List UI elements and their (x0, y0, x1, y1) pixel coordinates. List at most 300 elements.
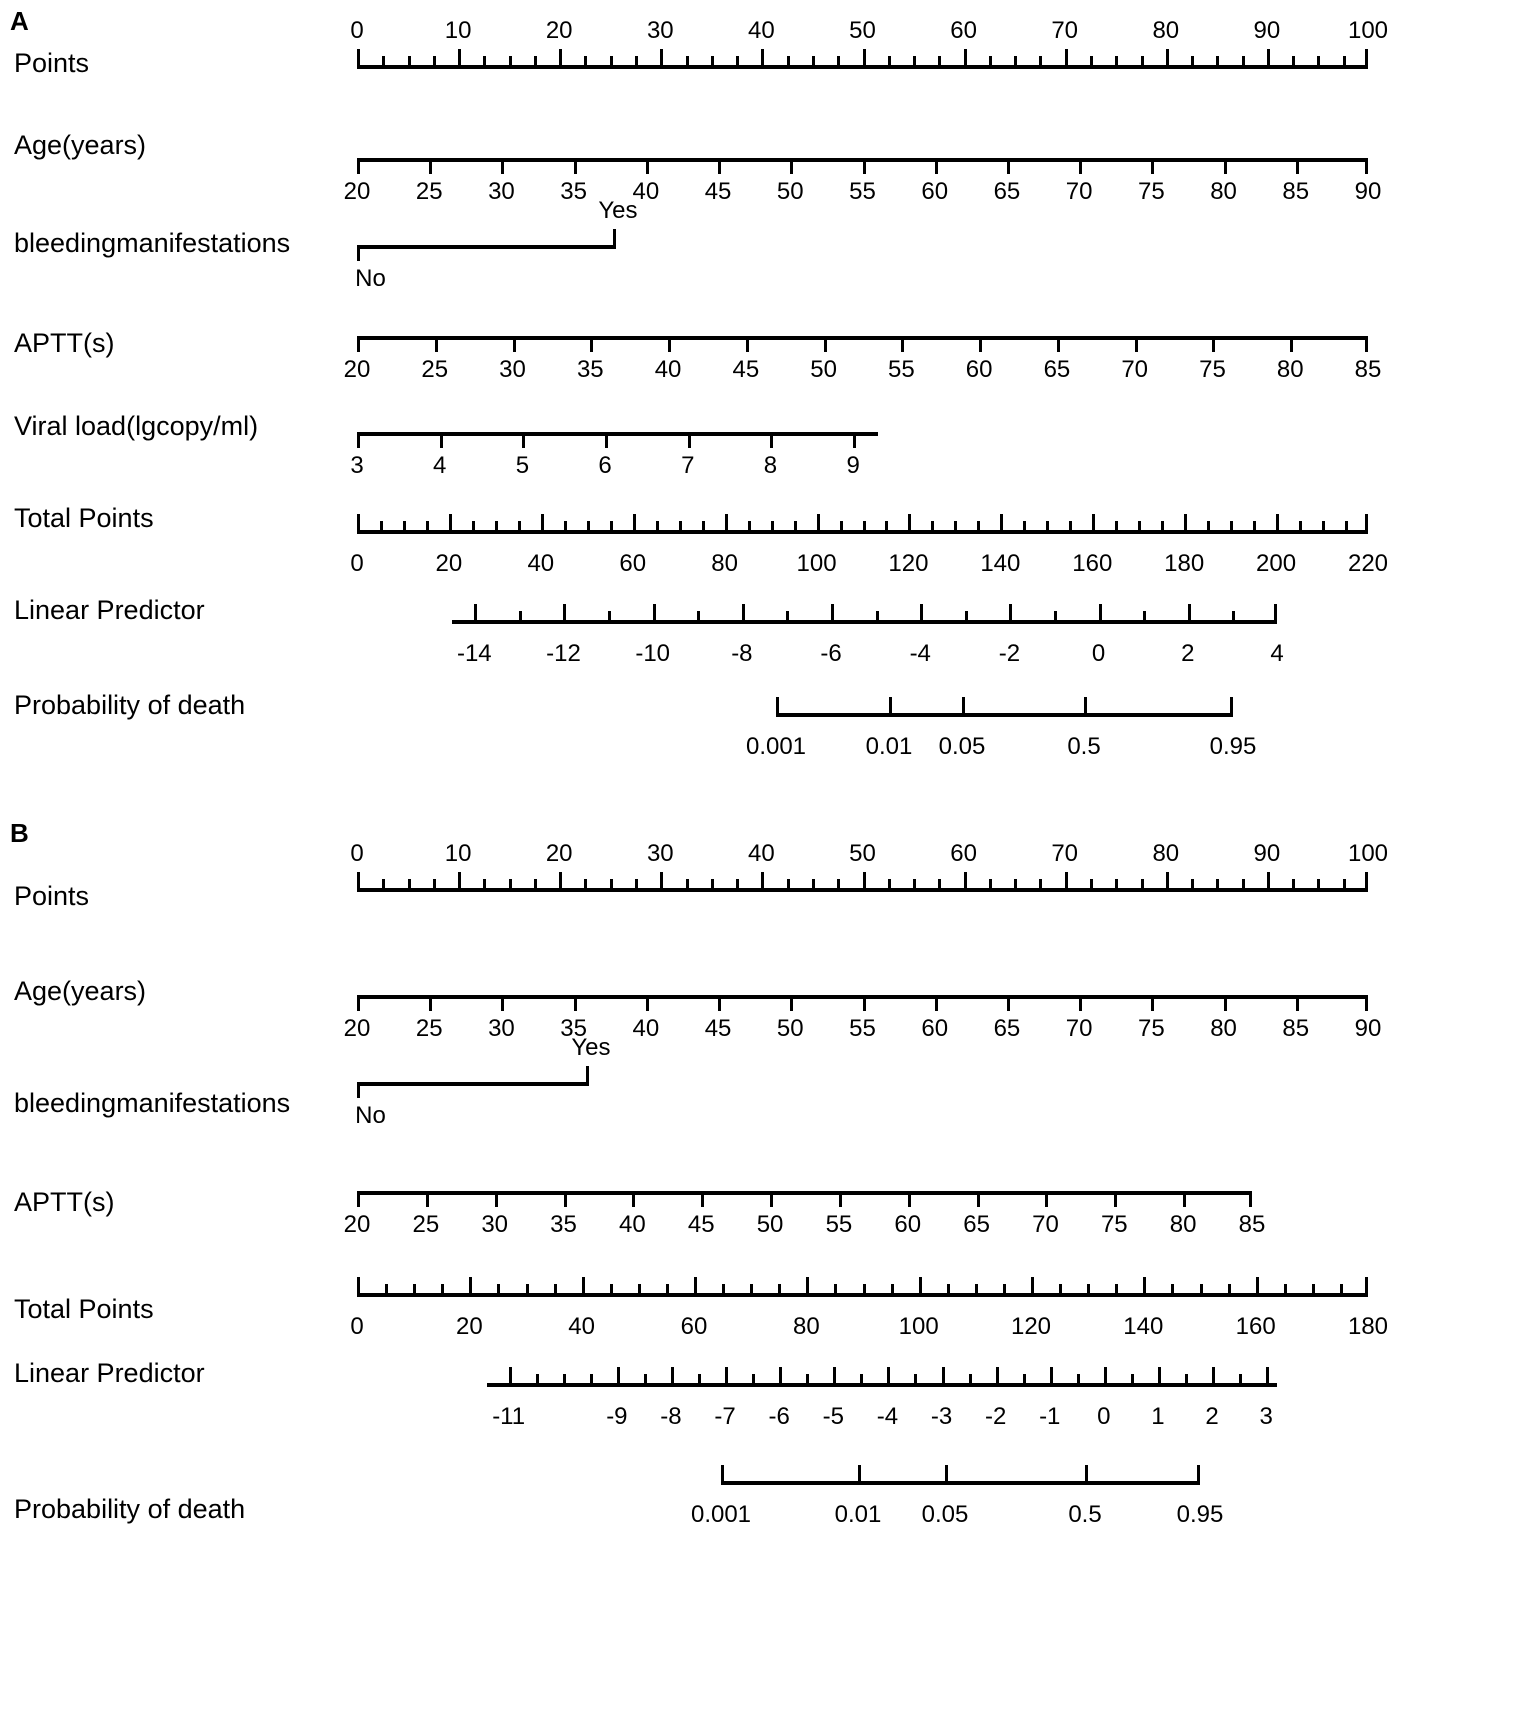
tick-label-55: 55 (825, 1211, 853, 1238)
tick-minor (483, 879, 486, 888)
tick-label--10: -10 (635, 640, 671, 667)
tick-minor (413, 1284, 416, 1293)
tick-label-50: 50 (810, 356, 837, 383)
tick-label--14: -14 (456, 640, 492, 667)
tick-40 (761, 49, 764, 65)
axis-line-viral-load (357, 432, 878, 436)
tick-100 (817, 514, 820, 530)
tick-label-35: 35 (550, 1211, 577, 1238)
tick-20 (559, 872, 562, 888)
tick-label-60: 60 (680, 1313, 708, 1340)
tick-55 (839, 1191, 842, 1207)
tick-0 (357, 872, 360, 888)
tick-minor (837, 56, 840, 65)
tick-label-55: 55 (849, 178, 876, 205)
tick-minor (509, 56, 512, 65)
tick-minor (536, 1374, 539, 1383)
tick-180 (1184, 514, 1187, 530)
tick-minor (938, 879, 941, 888)
tick-label--12: -12 (546, 640, 581, 667)
axis-line-linear-predictor (487, 1383, 1277, 1387)
tick-0.95 (1197, 1465, 1200, 1481)
tick-label--7: -7 (714, 1403, 736, 1430)
tick-30 (660, 872, 663, 888)
tick-label-120: 120 (888, 550, 929, 577)
tick-90 (1365, 995, 1368, 1011)
tick-30 (501, 158, 504, 174)
axis-line-probability-of-death (721, 1481, 1200, 1485)
row-label-A-aptt-s: APTT(s) (14, 328, 115, 358)
tick-minor (914, 1374, 917, 1383)
tick-minor (750, 1284, 753, 1293)
tick-label-120: 120 (1010, 1313, 1052, 1340)
tick-label-0.95: 0.95 (1176, 1501, 1224, 1528)
tick-label-yes: Yes (598, 197, 638, 224)
tick-minor (1087, 1284, 1090, 1293)
tick-minor (1003, 1284, 1006, 1293)
tick-label--2: -2 (998, 640, 1021, 667)
tick-minor (610, 879, 613, 888)
tick-label-140: 140 (1123, 1313, 1164, 1340)
axis-line-aptt-s (357, 1191, 1252, 1195)
tick-label-80: 80 (1152, 840, 1180, 867)
tick-minor (722, 1284, 725, 1293)
tick-minor (812, 879, 815, 888)
tick-minor (408, 56, 411, 65)
tick-minor (876, 611, 879, 620)
tick-minor (1143, 611, 1146, 620)
row-label-A-points: Points (14, 48, 90, 78)
tick-80 (1224, 158, 1227, 174)
tick-50 (863, 872, 866, 888)
tick-label-140: 140 (980, 550, 1021, 577)
tick-60 (935, 995, 938, 1011)
tick-minor (1090, 879, 1093, 888)
tick-label-0: 0 (350, 840, 364, 867)
tick-minor (666, 1284, 669, 1293)
tick-0.05 (945, 1465, 948, 1481)
tick-40 (668, 336, 671, 352)
tick-label-4: 4 (433, 452, 447, 479)
tick-45 (718, 995, 721, 1011)
tick-label-50: 50 (849, 17, 876, 44)
tick-minor (382, 56, 385, 65)
tick-label-0.01: 0.01 (865, 733, 913, 760)
tick-minor (584, 56, 587, 65)
tick-label-20: 20 (343, 1015, 371, 1042)
tick--2 (1009, 604, 1012, 620)
tick-minor (426, 521, 429, 530)
tick-minor (698, 1374, 701, 1383)
tick-minor (679, 521, 682, 530)
tick-4 (440, 432, 443, 448)
tick-label-7: 7 (681, 452, 695, 479)
tick-minor (736, 56, 739, 65)
tick-0.5 (1084, 697, 1087, 713)
axis-line-points (357, 888, 1368, 892)
tick-minor (408, 879, 411, 888)
row-label-A-age-years: Age(years) (14, 130, 147, 160)
tick-35 (574, 158, 577, 174)
tick-minor (1039, 879, 1042, 888)
tick-85 (1365, 336, 1368, 352)
tick-minor (1292, 56, 1295, 65)
tick-label-45: 45 (687, 1211, 715, 1238)
tick-minor (965, 611, 968, 620)
tick-45 (701, 1191, 704, 1207)
tick-55 (863, 995, 866, 1011)
tick-label-0: 0 (1091, 640, 1106, 667)
tick-200 (1276, 514, 1279, 530)
tick-minor (711, 879, 714, 888)
tick-label-10: 10 (444, 840, 472, 867)
tick-160 (1256, 1277, 1259, 1293)
tick-label-30: 30 (499, 356, 526, 383)
tick-minor (590, 1374, 593, 1383)
tick-label-200: 200 (1256, 550, 1297, 577)
tick-100 (919, 1277, 922, 1293)
tick-label-45: 45 (704, 1015, 732, 1042)
row-label-B-total-points: Total Points (14, 1294, 154, 1324)
tick-50 (824, 336, 827, 352)
tick-label-20: 20 (435, 550, 463, 577)
row-label-B-linear-predictor: Linear Predictor (14, 1358, 205, 1388)
tick-40 (582, 1277, 585, 1293)
tick-label-100: 100 (796, 550, 837, 577)
tick-minor (1312, 1284, 1315, 1293)
tick-0 (1104, 1367, 1107, 1383)
tick-minor (969, 1374, 972, 1383)
tick-no (357, 1082, 360, 1098)
tick-minor (1141, 879, 1144, 888)
tick-120 (908, 514, 911, 530)
tick-20 (357, 1191, 360, 1207)
tick--12 (563, 604, 566, 620)
tick-label-60: 60 (965, 356, 993, 383)
tick-minor (837, 879, 840, 888)
tick-50 (863, 49, 866, 65)
tick-minor (403, 521, 406, 530)
tick-10 (458, 872, 461, 888)
tick-minor (610, 56, 613, 65)
tick-minor (635, 879, 638, 888)
tick-label-0: 0 (350, 17, 364, 44)
tick-label-0.5: 0.5 (1068, 1501, 1102, 1528)
tick-minor (518, 521, 521, 530)
tick-minor (554, 1284, 557, 1293)
tick-label-65: 65 (993, 1015, 1021, 1042)
tick-minor (863, 521, 866, 530)
tick-label-2: 2 (1181, 640, 1195, 667)
tick-label-100: 100 (1347, 17, 1389, 44)
tick-30 (513, 336, 516, 352)
tick-label-30: 30 (481, 1211, 509, 1238)
tick-label--1: -1 (1039, 1403, 1061, 1430)
tick-minor (1284, 1284, 1287, 1293)
tick-0 (357, 1277, 360, 1293)
tick-20 (449, 514, 452, 530)
tick-minor (1230, 521, 1233, 530)
tick-75 (1151, 995, 1154, 1011)
tick-20 (357, 158, 360, 174)
tick-label--11: -11 (492, 1403, 526, 1430)
tick-minor (610, 521, 613, 530)
tick-70 (1135, 336, 1138, 352)
tick-3 (357, 432, 360, 448)
tick-label--2: -2 (984, 1403, 1007, 1430)
tick-45 (746, 336, 749, 352)
tick-minor (697, 611, 700, 620)
tick-minor (526, 1284, 529, 1293)
tick-0 (357, 514, 360, 530)
tick-0 (1099, 604, 1102, 620)
tick-minor (736, 879, 739, 888)
tick-80 (1290, 336, 1293, 352)
tick-60 (694, 1277, 697, 1293)
tick-minor (433, 56, 436, 65)
tick-2 (1212, 1367, 1215, 1383)
tick-label-85: 85 (1238, 1211, 1266, 1238)
tick-minor (1069, 521, 1072, 530)
tick-90 (1267, 49, 1270, 65)
tick-label-70: 70 (1051, 17, 1079, 44)
tick-label-30: 30 (646, 840, 674, 867)
tick-minor (787, 56, 790, 65)
tick-6 (605, 432, 608, 448)
tick-70 (1065, 49, 1068, 65)
tick-label-no: No (355, 1102, 386, 1129)
tick-minor (1200, 1284, 1203, 1293)
tick--8 (671, 1367, 674, 1383)
tick-25 (426, 1191, 429, 1207)
tick-label--8: -8 (731, 640, 753, 667)
tick-minor (587, 521, 590, 530)
tick-60 (908, 1191, 911, 1207)
tick-label-0.05: 0.05 (921, 1501, 969, 1528)
tick-label-50: 50 (849, 840, 876, 867)
tick-label-20: 20 (545, 840, 573, 867)
tick-minor (1131, 1374, 1134, 1383)
tick-minor (534, 879, 537, 888)
tick-label-55: 55 (888, 356, 915, 383)
row-label-A-linear-predictor: Linear Predictor (14, 595, 205, 625)
tick-80 (806, 1277, 809, 1293)
tick-label-40: 40 (568, 1313, 596, 1340)
tick-100 (1365, 49, 1368, 65)
row-label-B-age-years: Age(years) (14, 976, 147, 1006)
tick-0.5 (1085, 1465, 1088, 1481)
tick-minor (1161, 521, 1164, 530)
tick-minor (1292, 879, 1295, 888)
tick-label-0.5: 0.5 (1067, 733, 1101, 760)
tick-label-1: 1 (1151, 1403, 1165, 1430)
tick-minor (1207, 521, 1210, 530)
tick-minor (794, 521, 797, 530)
tick-label-75: 75 (1100, 1211, 1128, 1238)
tick-label--6: -6 (820, 640, 842, 667)
tick-40 (761, 872, 764, 888)
tick-minor (472, 521, 475, 530)
tick-minor (638, 1284, 641, 1293)
tick-label-40: 40 (654, 356, 682, 383)
axis-line-probability-of-death (776, 713, 1233, 717)
row-label-B-points: Points (14, 881, 90, 911)
tick-label-60: 60 (921, 1015, 949, 1042)
tick-minor (1115, 879, 1118, 888)
tick--4 (920, 604, 923, 620)
tick-label-0.01: 0.01 (834, 1501, 882, 1528)
row-label-A-total-points: Total Points (14, 503, 154, 533)
tick-minor (806, 1374, 809, 1383)
tick-label-35: 35 (576, 356, 604, 383)
tick-0.01 (858, 1465, 861, 1481)
tick-label-90: 90 (1354, 1015, 1382, 1042)
tick-label-80: 80 (711, 550, 738, 577)
tick-label-25: 25 (412, 1211, 440, 1238)
tick-55 (901, 336, 904, 352)
tick-2 (1188, 604, 1191, 620)
tick-label-60: 60 (894, 1211, 922, 1238)
tick-label-70: 70 (1032, 1211, 1059, 1238)
tick-0.95 (1230, 697, 1233, 713)
tick-minor (610, 1284, 613, 1293)
tick-minor (1322, 521, 1325, 530)
tick-label-80: 80 (1210, 178, 1237, 205)
tick-label-75: 75 (1137, 1015, 1165, 1042)
tick-minor (380, 521, 383, 530)
tick-minor (1317, 879, 1320, 888)
tick-label-160: 160 (1235, 1313, 1276, 1340)
tick-minor (584, 879, 587, 888)
tick-minor (989, 879, 992, 888)
row-label-B-probability-of-death: Probability of death (14, 1494, 246, 1524)
tick-5 (522, 432, 525, 448)
tick-label-8: 8 (763, 452, 778, 479)
tick--8 (742, 604, 745, 620)
tick-label-4: 4 (1270, 640, 1284, 667)
tick-minor (1216, 56, 1219, 65)
tick-label-85: 85 (1282, 178, 1310, 205)
tick-40 (646, 995, 649, 1011)
tick-75 (1212, 336, 1215, 352)
tick-minor (1023, 1374, 1026, 1383)
tick-minor (563, 1374, 566, 1383)
tick-70 (1079, 158, 1082, 174)
tick-label-65: 65 (993, 178, 1021, 205)
tick-label-30: 30 (488, 178, 515, 205)
tick-minor (885, 521, 888, 530)
tick-minor (786, 611, 789, 620)
tick-label-40: 40 (632, 178, 660, 205)
tick-minor (1253, 521, 1256, 530)
tick-minor (382, 879, 385, 888)
tick-label-70: 70 (1121, 356, 1149, 383)
tick-label-55: 55 (849, 1015, 876, 1042)
tick--4 (887, 1367, 890, 1383)
tick--5 (833, 1367, 836, 1383)
tick-label-60: 60 (619, 550, 647, 577)
tick-minor (748, 521, 751, 530)
tick-0 (357, 49, 360, 65)
tick-4 (1274, 604, 1277, 620)
tick-minor (608, 611, 611, 620)
tick-80 (1224, 995, 1227, 1011)
axis-line-bleeding-manifestations (357, 245, 616, 249)
tick-minor (1343, 879, 1346, 888)
tick-label-25: 25 (415, 1015, 443, 1042)
tick-label--8: -8 (660, 1403, 682, 1430)
tick-label-80: 80 (1169, 1211, 1197, 1238)
tick-label-0: 0 (1097, 1403, 1111, 1430)
tick-label-60: 60 (950, 17, 977, 44)
tick-label-20: 20 (545, 17, 573, 44)
tick-20 (559, 49, 562, 65)
tick-80 (725, 514, 728, 530)
tick-30 (501, 995, 504, 1011)
tick-minor (1239, 1374, 1242, 1383)
tick-minor (1228, 1284, 1231, 1293)
tick-50 (770, 1191, 773, 1207)
tick-label-80: 80 (1152, 17, 1180, 44)
tick-label-20: 20 (455, 1313, 483, 1340)
row-label-A-viral-load: Viral load(lgcopy/ml) (14, 411, 259, 441)
tick-minor (497, 1284, 500, 1293)
panel-letter-A: A (10, 6, 29, 36)
tick-label-40: 40 (632, 1015, 660, 1042)
tick-90 (1365, 158, 1368, 174)
tick--1 (1050, 1367, 1053, 1383)
tick-label-20: 20 (343, 178, 371, 205)
tick-minor (519, 611, 522, 620)
tick--2 (996, 1367, 999, 1383)
tick-label-45: 45 (704, 178, 732, 205)
tick-70 (1065, 872, 1068, 888)
tick-minor (1171, 1284, 1174, 1293)
tick-label-25: 25 (421, 356, 449, 383)
tick-120 (1031, 1277, 1034, 1293)
tick-65 (977, 1191, 980, 1207)
tick--6 (831, 604, 834, 620)
tick-220 (1365, 514, 1368, 530)
tick-label-80: 80 (1276, 356, 1304, 383)
tick-label--4: -4 (876, 1403, 899, 1430)
tick-100 (1365, 872, 1368, 888)
tick-minor (812, 56, 815, 65)
tick-minor (483, 56, 486, 65)
tick--11 (509, 1367, 512, 1383)
tick-label-25: 25 (415, 178, 443, 205)
tick-20 (357, 336, 360, 352)
tick-minor (1014, 879, 1017, 888)
tick-minor (1299, 521, 1302, 530)
tick-minor (989, 56, 992, 65)
tick-no (357, 245, 360, 261)
tick-60 (979, 336, 982, 352)
tick-10 (458, 49, 461, 65)
tick-label-70: 70 (1051, 840, 1079, 867)
tick-30 (495, 1191, 498, 1207)
tick-minor (954, 521, 957, 530)
tick-label-0: 0 (350, 550, 364, 577)
tick-minor (509, 879, 512, 888)
tick-label-90: 90 (1354, 178, 1382, 205)
tick-minor (1077, 1374, 1080, 1383)
tick-label-80: 80 (792, 1313, 820, 1340)
tick-label-3: 3 (1259, 1403, 1273, 1430)
tick-label-10: 10 (444, 17, 472, 44)
tick-label-180: 180 (1164, 550, 1205, 577)
tick-label-75: 75 (1199, 356, 1226, 383)
